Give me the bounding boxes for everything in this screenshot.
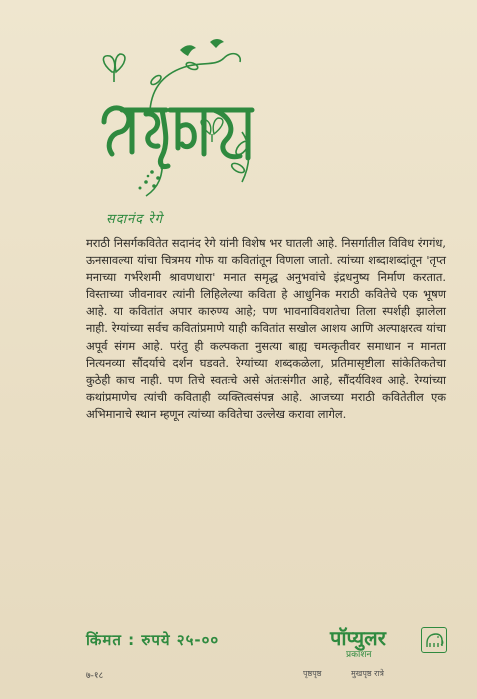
- author-name: सदानंद रेगे: [106, 212, 163, 227]
- elephant-logo-icon: [421, 627, 447, 653]
- title-letters: [104, 108, 252, 167]
- back-cover-credit: पृष्ठपृष्ठ: [303, 669, 322, 678]
- publisher-sub: प्रकाशन: [346, 650, 372, 660]
- catalog-code: ७-१८: [86, 671, 104, 681]
- price-row: [86, 624, 451, 660]
- butterfly-icon: [103, 54, 125, 82]
- sparkle-dots: [139, 167, 164, 190]
- bird-icon: [180, 39, 224, 56]
- publisher-name: पॉप्युलर: [330, 626, 386, 650]
- blurb-paragraph: मराठी निसर्गकवितेत सदानंद रेगे यांनी विशेष भर घातली आहे. निसर्गातील विविध रंगगंध, ऊनसावल्या यांचा चित्रमय गोफ या कवितांतून विणला जातो. त्यांच्या शब्दाशब्दांतून 'तृप्त मनाच्या गर्भरेशमी श्रावणधारा' मनात समृद्ध अनुभवांचे इंद्रधनुष्य निर्माण करतात. विस्ताच्या जीवनावर त्यांनी लिहिलेल्या कविता हे आधुनिक मराठी कवितेचे एक भूषण आहे. या कवितांत अपार कारुण्य आहे; पण भावनाविवशतेचा तिला स्पर्शही झालेला नाही. रेग्यांच्या सर्वच कवितांप्रमाणे याही कवितांत सखोल आशय आणि अल्पाक्षरत्व यांचा अपूर्व संगम आहे. परंतु ही कल्पकता नुसत्या बाह्य चमत्कृतीवर समाधान न मानता नित्यनव्या सौंदर्याचे दर्शन घडवते. रेग्यांच्या शब्दकळेला, प्रतिमासृष्टीला सांकेतिकतेचा कुठेही काच नाही. पण तिचे स्वतःचे असे अंतःसंगीत आहे, सौंदर्यविश्व आहे. रेग्यांच्या कथांप्रमाणेच त्यांची कविताही व्यक्तित्वसंपन्न आहे. आजच्या मराठी कवितेतील एक अभिमानाचे स्थान म्हणून त्यांच्या कवितेचा उल्लेख करावा लागेल.: [86, 236, 446, 421]
- title-artwork: [92, 21, 267, 206]
- cover-design-credit: मुखपृष्ठ रात्रे: [351, 669, 384, 678]
- price: किंमत : रुपये २५-००: [86, 631, 220, 649]
- title-text: अक्षरवेल: [92, 21, 142, 40]
- vine-decoration: [146, 54, 250, 196]
- blurb: [86, 235, 446, 423]
